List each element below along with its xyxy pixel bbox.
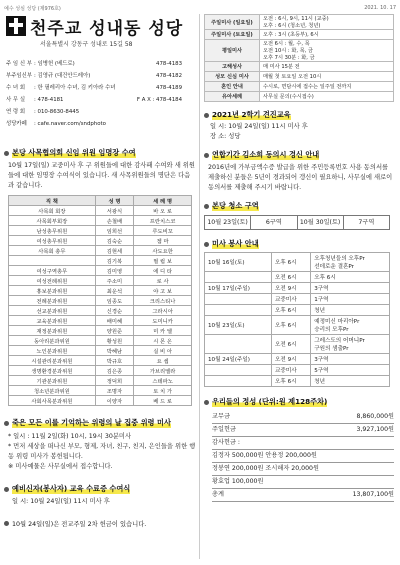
time-cell: 오후 6시 <box>272 316 311 335</box>
date-cell <box>205 365 272 376</box>
table-cell: 여성총무위원 <box>9 236 96 246</box>
time-cell: 오전 9시 <box>272 354 311 365</box>
table-cell: 도미니카 <box>134 316 192 326</box>
notice-text: 10월 17일(일) 교중미사 후 구 위원들에 대한 감사패 수여와 새 위원들에 대한 임명장 수여식이 있습니다. 새 사목위원들의 명단은 다음과 같습니다. <box>8 162 195 189</box>
date-cell <box>205 376 272 387</box>
assignment-cell: 청년 <box>311 376 390 387</box>
table-cell: 김미영 <box>95 266 133 276</box>
right-column <box>204 14 396 502</box>
table-row <box>205 40 394 62</box>
memorial-mass-info: * 일시 : 11월 2일(화) 10시, 19시 30분미사 * 먼저 세상을 떠나신 부모, 형제, 자녀, 친구, 친지, 은인들을 위한 행동 위령 미사가 봉헌됩니다. ※ 미사예물은 사무실에서 접수합니다. <box>8 433 196 470</box>
table-row <box>9 246 192 256</box>
table-cell: 임종도 <box>95 296 133 306</box>
table-cell: 최운석 <box>95 286 133 296</box>
table-row <box>9 266 192 276</box>
mass-times-table <box>204 14 394 102</box>
column-header: 직 책 <box>9 196 96 206</box>
table-row <box>205 62 394 72</box>
bullet-icon <box>4 421 9 426</box>
offering-report <box>212 411 394 502</box>
table-cell: 동아리분과위원 <box>9 336 96 346</box>
assignment-cell: 3구역 <box>311 354 390 365</box>
table-row <box>205 354 390 365</box>
table-row <box>205 15 394 30</box>
table-cell: 로 사 <box>134 276 192 286</box>
time-cell: 오전 9시 <box>272 283 311 294</box>
table-row <box>205 376 390 387</box>
date-cell <box>205 335 272 354</box>
table-row <box>9 256 192 266</box>
date-cell <box>205 305 272 316</box>
row-label: 성모 신심 미사 <box>205 72 260 82</box>
row-label: 고해성사 <box>205 62 260 72</box>
date-cell: 10월 17일(주일) <box>205 283 272 294</box>
time-cell: 오후 6시 <box>272 253 311 272</box>
section-heading: 연합기간 김소희 동의시 경신 안내 <box>204 150 396 160</box>
cafe-link[interactable]: 성당카페 : cafe.naver.com/sndphoto <box>6 121 106 127</box>
table-cell: 사도요한 <box>134 246 192 256</box>
table-cell: 베 드 로 <box>134 396 192 406</box>
table-cell: 홍보분과위원 <box>9 286 96 296</box>
table-row <box>9 356 192 366</box>
date-cell: 10월 16일(토) <box>205 253 272 272</box>
table-cell: 프란치스코 <box>134 216 192 226</box>
table-row <box>205 283 390 294</box>
table-cell: 여성구역총무 <box>9 266 96 276</box>
column-header: 성 명 <box>95 196 133 206</box>
table-row <box>9 316 192 326</box>
contact-row: 부주임신부 : 김영규 (대건안드레아) 478-4182 <box>6 73 182 79</box>
offering-notice: 10월 24일(일)은 전교주일 2차 헌금이 있습니다. <box>4 519 196 528</box>
offering-line: 총계 13,807,100원 <box>212 489 394 502</box>
table-row <box>205 335 390 354</box>
date-cell <box>205 294 272 305</box>
cross-icon <box>6 16 26 36</box>
time-cell: 교중미사 <box>272 294 311 305</box>
table-row <box>9 236 192 246</box>
section-heading: 죽은 모든 이를 기억하는 위령의 날 집중 위령 미사 <box>4 418 196 428</box>
committee-table <box>8 195 192 406</box>
column-header: 세 례 명 <box>134 196 192 206</box>
offering-line: 교무금 8,860,000원 <box>212 411 394 424</box>
table-cell: 미 카 엘 <box>134 326 192 336</box>
section-heading: 본당 사목협의회 신임 위원 임명장 수여 <box>4 148 196 158</box>
row-value: 수시로, 면담시에 접수는 일주일 전까지 <box>260 82 394 92</box>
contact-row: 수 녀 회 : 한 필레리아 수녀, 김 키아라 수녀 478-4189 <box>6 85 182 91</box>
time-cell: 오전 6시 <box>272 335 311 354</box>
table-row <box>9 376 192 386</box>
table-cell: 교육분과위원 <box>9 316 96 326</box>
table-cell: 가브리엘라 <box>134 366 192 376</box>
table-cell: 토 치 가 <box>134 386 192 396</box>
top-bar <box>4 5 396 13</box>
table-cell: 여성전례위원 <box>9 276 96 286</box>
date-cell <box>205 272 272 283</box>
contact-row: 주 임 신 부 : 임병헌 (베드로) 478-4183 <box>6 61 182 67</box>
table-row <box>205 294 390 305</box>
table-cell: 시설관리분과위원 <box>9 356 96 366</box>
table-row <box>205 72 394 82</box>
assignment-cell: 3구역 <box>311 283 390 294</box>
table-cell: 크리스티나 <box>134 296 192 306</box>
table-cell: 야 고 보 <box>134 286 192 296</box>
table-cell: 요 셉 <box>134 356 192 366</box>
left-column <box>4 14 196 528</box>
table-cell: 박규호 <box>95 356 133 366</box>
table-cell: 사회사목분과위원 <box>9 396 96 406</box>
table-cell: 그라시아 <box>134 306 192 316</box>
table-row <box>205 82 394 92</box>
table-cell: 서광식 <box>95 206 133 216</box>
section-heading: 우리들의 정성 (단위:원 제128주차) <box>204 397 396 407</box>
table-row <box>9 386 192 396</box>
table-row <box>205 92 394 102</box>
table-row <box>9 286 192 296</box>
offering-line: 주일헌금 3,927,100원 <box>212 424 394 437</box>
parish-title: 천주교 성내동 성당 <box>30 19 184 39</box>
date-cell: 10월 23일(토) <box>205 316 272 335</box>
table-row <box>205 316 390 335</box>
contact-row: 사 무 실 : 478-4181 F A X : 478-4184 <box>6 97 182 103</box>
table-cell: 에 디 타 <box>134 266 192 276</box>
table-cell: 박혜남 <box>95 346 133 356</box>
row-value: 매 미사 15분 전 <box>260 62 394 72</box>
table-cell: 생명환경분과위원 <box>9 366 96 376</box>
issue-info: 예수 성심 성당 (제976호) <box>4 6 61 12</box>
table-cell: 필 립 보 <box>134 256 192 266</box>
consent-notice: 2016년에 가부금액수증 발급을 위한 주민등록번호 사용 동의서를 제출하신 분들은 5년이 경과되어 갱신이 필요하니, 사무실에 새로이 동의서를 제출해 주시기 바랍니다. <box>208 164 393 191</box>
table-cell: 배미혜 <box>95 316 133 326</box>
section-heading: 본당 청소 구역 <box>204 201 396 211</box>
table-row <box>9 296 192 306</box>
table-row <box>205 272 390 283</box>
table-cell: 조명자 <box>95 386 133 396</box>
time-cell: 오후 6시 <box>272 305 311 316</box>
bullet-icon <box>4 151 9 156</box>
table-row <box>205 253 390 272</box>
bullet-icon <box>204 153 209 158</box>
bullet-icon <box>204 400 209 405</box>
assignment-cell: 예정미신 마리아Pr 승리의 모후Pr <box>311 316 390 335</box>
table-cell: 정덕희 <box>95 376 133 386</box>
table-cell: 주소미 <box>95 276 133 286</box>
table-row <box>205 30 394 40</box>
row-value: 오전 6시 : 월, 수, 목 오전 10시 : 화, 목, 금 오후 7시 30분 : 화, 금 <box>260 40 394 62</box>
bullet-icon <box>204 242 209 247</box>
table-row <box>9 346 192 356</box>
table-cell: 스테파노 <box>134 376 192 386</box>
row-value: 오전 : 6시, 9시, 11시 (교중) 오후 : 6시 (청소년, 청년) <box>260 15 394 30</box>
section-heading: 미사 봉사 안내 <box>204 239 396 249</box>
row-label: 혼인 안내 <box>205 82 260 92</box>
parish-address: 서울특별시 강동구 성내로 15길 58 <box>40 41 133 48</box>
masthead <box>4 14 196 54</box>
table-cell: 남성총무위원 <box>9 226 96 236</box>
ceremony-info: 일 시: 10월 24일(일) 11시 미사 후 <box>12 498 110 505</box>
assignment-cell: 오후 6시 <box>311 272 390 283</box>
section-heading: 예비신자(봉사자) 교육 수료증 수여식 <box>4 484 196 494</box>
offering-line: 황효업 100,000원 <box>212 476 394 489</box>
table-row <box>9 336 192 346</box>
offering-line: 김정자 500,000원 안용정 200,000원 <box>212 450 394 463</box>
row-value: 오후 : 3시 (초등부), 6시 <box>260 30 394 40</box>
table-row <box>9 326 192 336</box>
mass-service-table <box>204 252 390 387</box>
bullet-icon <box>4 487 9 492</box>
table-row <box>9 276 192 286</box>
table-cell: 전례분과위원 <box>9 296 96 306</box>
row-label: 평일미사 <box>205 40 260 62</box>
table-cell: 시 몬 온 <box>134 336 192 346</box>
issue-date: 2021. 10. 17 <box>364 5 396 11</box>
section-heading: 2021년 2학기 견진교육 <box>204 110 396 120</box>
contact-list <box>4 54 196 142</box>
table-cell: 임희선 <box>95 226 133 236</box>
table-cell <box>9 256 96 266</box>
table-row <box>9 216 192 226</box>
assignment-cell: 오후청년들의 오후Pr 선데로운 결혼Pr <box>311 253 390 272</box>
row-label: 주일미사 (일요일) <box>205 15 260 30</box>
assignment-cell: 5구역 <box>311 365 390 376</box>
time-cell: 오전 6시 <box>272 272 311 283</box>
table-cell: 김숙순 <box>95 236 133 246</box>
table-cell: 선교분과위원 <box>9 306 96 316</box>
time-cell: 교중미사 <box>272 365 311 376</box>
table-row <box>205 365 390 376</box>
row-value: 매월 첫 토요일 오전 10시 <box>260 72 394 82</box>
table-row <box>205 305 390 316</box>
row-value: 사무실 문의(수시접수) <box>260 92 394 102</box>
table-row <box>9 226 192 236</box>
bullet-icon <box>4 521 9 526</box>
table-cell: 기관분과위원 <box>9 376 96 386</box>
row-label: 유아세례 <box>205 92 260 102</box>
table-cell: 사목회 총무 <box>9 246 96 256</box>
table-cell: 재정분과위원 <box>9 326 96 336</box>
table-row <box>9 306 192 316</box>
table-row <box>9 396 192 406</box>
table-cell: 이양자 <box>95 396 133 406</box>
table-cell: 실 비 아 <box>134 346 192 356</box>
offering-line: 감사헌금 : <box>212 437 394 450</box>
table-cell: 김현세 <box>95 246 133 256</box>
table-cell: 황성원 <box>95 336 133 346</box>
row-label: 주일미사 (토요일) <box>205 30 260 40</box>
table-cell: 청소년분과위원 <box>9 386 96 396</box>
table-cell: 양원준 <box>95 326 133 336</box>
table-row <box>9 206 192 216</box>
table-cell: 김은종 <box>95 366 133 376</box>
table-cell: 김기복 <box>95 256 133 266</box>
table-cell: 바 오 로 <box>134 206 192 216</box>
table-cell: 손철배 <box>95 216 133 226</box>
table-row <box>9 366 192 376</box>
table-cell: 젬 마 <box>134 236 192 246</box>
table-cell: 사목회부회장 <box>9 216 96 226</box>
confirmation-info: 일 시: 10월 24일(일) 11시 미사 후 장 소: 성당 <box>210 123 308 140</box>
table-cell: 노인분과위원 <box>9 346 96 356</box>
bullet-icon <box>204 113 209 118</box>
time-cell: 오후 6시 <box>272 376 311 387</box>
bullet-icon <box>204 204 209 209</box>
cleaning-schedule: 10월 23일(토) 6구역 10월 30일(토) 7구역 <box>204 215 390 230</box>
table-cell: 신경순 <box>95 306 133 316</box>
column-divider <box>199 14 200 559</box>
table-cell: 루도비꼬 <box>134 226 192 236</box>
table-cell: 사목회 회장 <box>9 206 96 216</box>
assignment-cell: 그레스도의 어머니Pr 구원의 샘출Pr <box>311 335 390 354</box>
offering-line: 정봉연 200,000원 조시해자 20,000원 <box>212 463 394 476</box>
assignment-cell: 1구역 <box>311 294 390 305</box>
date-cell: 10월 24일(주일) <box>205 354 272 365</box>
contact-row: 연 령 회 : 010-8630-8445 <box>6 109 80 115</box>
assignment-cell: 청년 <box>311 305 390 316</box>
